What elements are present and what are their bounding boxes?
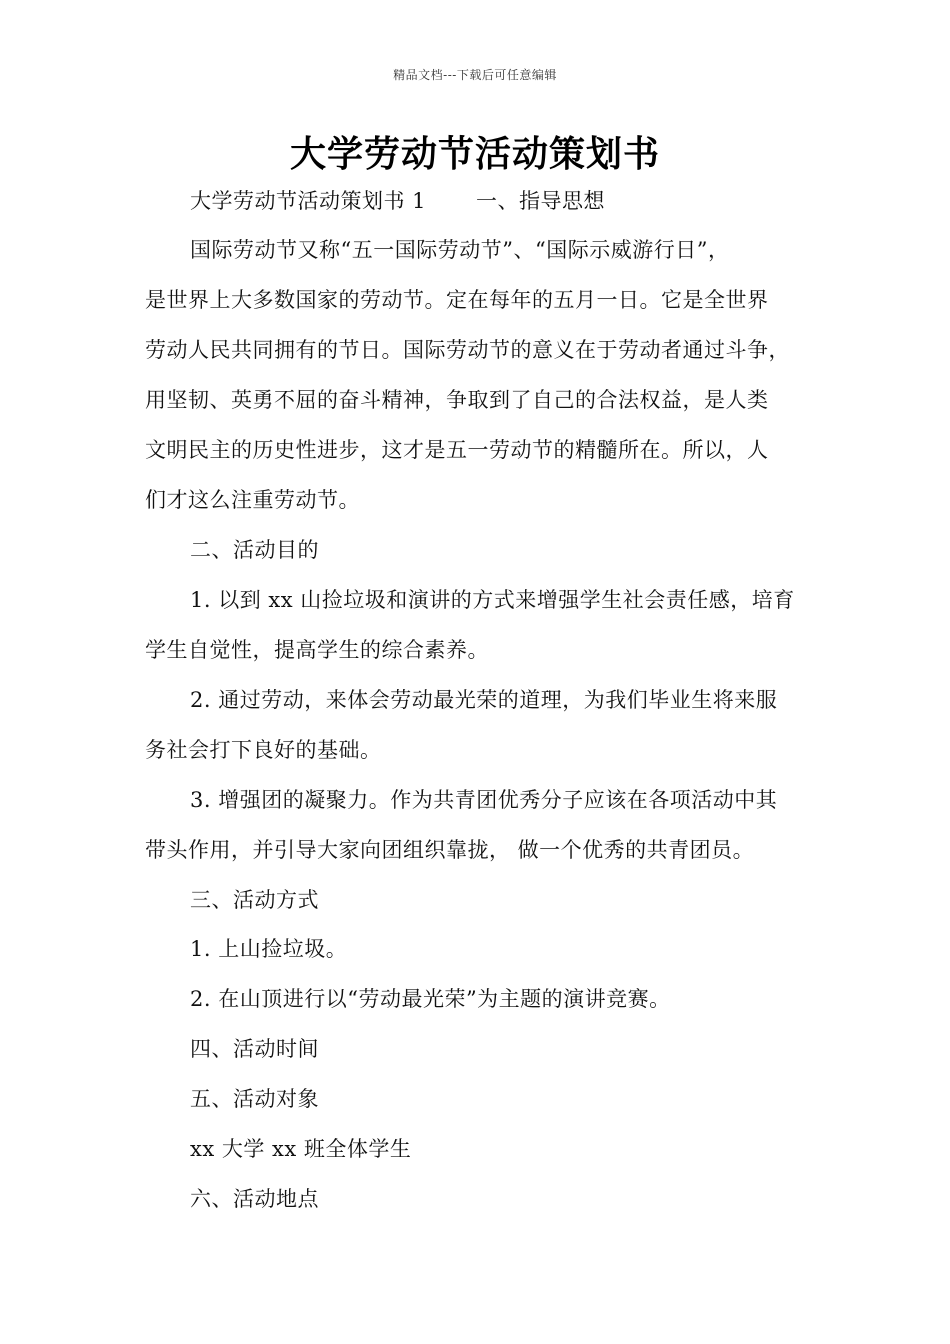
paragraph-line: 带头作用，并引导大家向团组织靠拢， 做一个优秀的共青团员。 [145,838,755,862]
section-heading-1: 一、指导思想 [476,189,606,213]
section-heading-3: 三、活动方式 [190,888,319,912]
paragraph-line: 文明民主的历史性进步，这才是五一劳动节的精髓所在。所以，人 [145,438,769,462]
paragraph-line: 1. 上山捡垃圾。 [190,937,348,961]
paragraph-line: 务社会打下良好的基础。 [145,738,382,762]
paragraph-line: 劳动人民共同拥有的节日。国际劳动节的意义在于劳动者通过斗争， [145,338,790,362]
paragraph-line: 学生自觉性，提高学生的综合素养。 [145,638,489,662]
paragraph-line: 2. 在山顶进行以“劳动最光荣”为主题的演讲竞赛。 [190,987,671,1011]
section-heading-4: 四、活动时间 [190,1037,319,1061]
subtitle-line [190,187,870,215]
paragraph-line: 3. 增强团的凝聚力。作为共青团优秀分子应该在各项活动中其 [190,788,778,812]
paragraph-line: 们才这么注重劳动节。 [145,488,360,512]
section-heading-2: 二、活动目的 [190,538,319,562]
paragraph-line: 用坚韧、英勇不屈的奋斗精神，争取到了自己的合法权益，是人类 [145,388,769,412]
paragraph-line: 国际劳动节又称“五一国际劳动节”、“国际示威游行日”， [190,238,730,262]
document-title: 大学劳动节活动策划书 [289,134,660,175]
paragraph-line: xx 大学 xx 班全体学生 [190,1137,412,1161]
paragraph-line: 是世界上大多数国家的劳动节。定在每年的五月一日。它是全世界 [145,288,769,312]
section-heading-6: 六、活动地点 [190,1187,319,1211]
paragraph-line: 1. 以到 xx 山捡垃圾和演讲的方式来增强学生社会责任感，培育 [190,588,795,612]
paragraph-line: 2. 通过劳动，来体会劳动最光荣的道理，为我们毕业生将来服 [190,688,778,712]
section-heading-5: 五、活动对象 [190,1087,319,1111]
subtitle-left: 大学劳动节活动策划书 1 [190,189,427,213]
header-watermark: 精品文档---下载后可任意编辑 [393,68,557,82]
